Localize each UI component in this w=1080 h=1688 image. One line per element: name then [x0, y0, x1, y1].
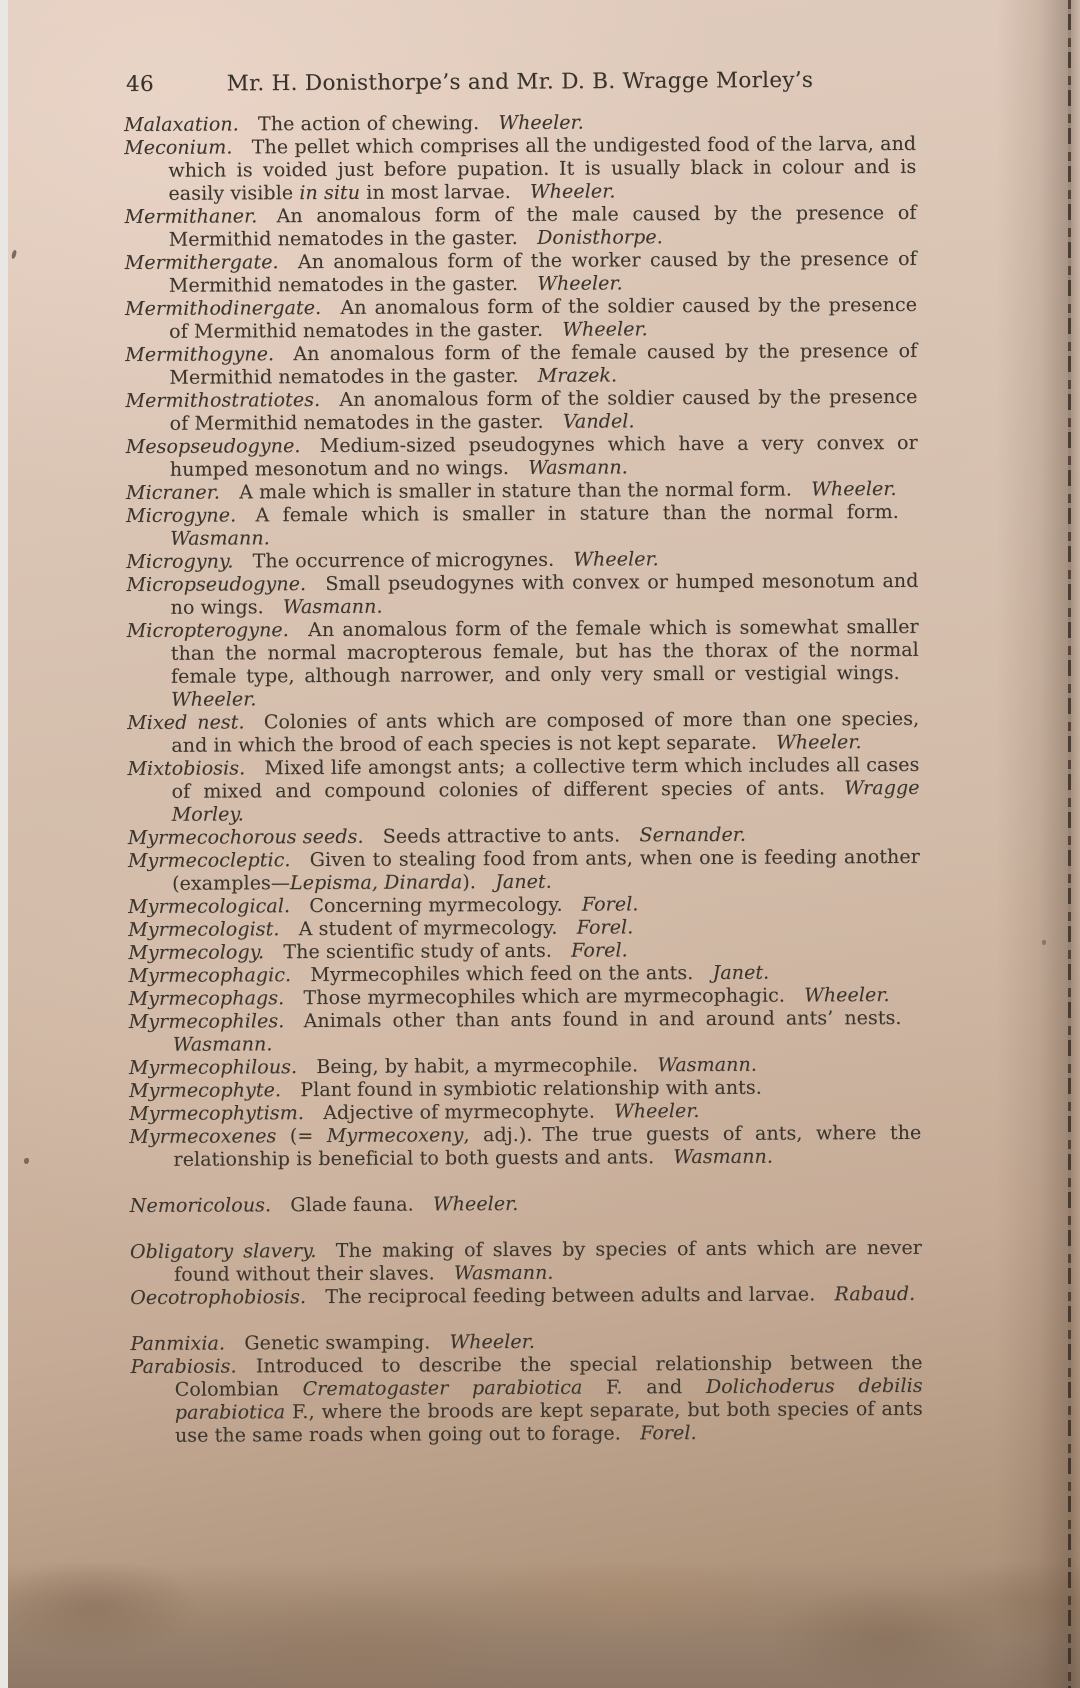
entry-body-text: Colonies of ants which are composed of more than one species, and in which the brood of each species is not kept separate.: [171, 707, 920, 757]
glossary-entry: [126, 432, 918, 482]
entry-citation: Wasmann.: [172, 1033, 273, 1056]
entry-body-text: Mixed life amongst ants; a collective term which includes all cases of mixed and compound colonies of different species of ants.: [171, 753, 920, 803]
entry-term: Malaxation.: [124, 113, 239, 136]
glossary-entry: [131, 1352, 923, 1448]
entry-term: Panmixia.: [130, 1332, 226, 1355]
entry-citation: Janet.: [495, 870, 552, 894]
entry-citation: Janet.: [712, 961, 770, 984]
entry-citation: Wasmann.: [673, 1145, 774, 1169]
entry-citation: Rabaud.: [834, 1282, 916, 1306]
glossary-group-o: [130, 1237, 922, 1310]
entry-term: Nemoricolous.: [129, 1194, 272, 1217]
glossary-entry: [130, 1283, 922, 1310]
entry-body-text: Introduced to describe the special relationship between the Colombian: [174, 1351, 923, 1401]
entry-body-italic: Dolichoderus debilis parabiotica: [174, 1374, 923, 1424]
glossary-entry: [125, 386, 917, 436]
glossary-text: [124, 110, 923, 1448]
entry-citation: Forel.: [576, 916, 634, 939]
entry-term: Mermithaner.: [124, 205, 258, 228]
entry-citation: Forel.: [571, 939, 628, 962]
entry-term: Obligatory slavery.: [129, 1240, 317, 1263]
glossary-entry: [126, 501, 918, 551]
entry-citation: Wasmann.: [453, 1261, 554, 1285]
entry-body-italic: Crematogaster parabiotica: [302, 1376, 583, 1401]
entry-body-text: The making of slaves by species of ants which are never found without their slaves.: [174, 1236, 923, 1286]
glossary-entry: [125, 248, 917, 298]
entry-body-text: An anomalous form of the female caused by the presence of Mermithid nematodes in the gaster.: [169, 339, 918, 389]
entry-body-text: An anomalous form of the female which is somewhat smaller than the normal macropterous female, but has the thorax of the normal female type, although narrower, and only very small or vestigial wings.: [170, 615, 919, 688]
entry-citation: Wheeler.: [537, 272, 623, 295]
entry-term: Microgyne.: [126, 504, 237, 527]
entry-citation: Wheeler.: [804, 984, 890, 1007]
entry-citation: Wheeler.: [614, 1100, 700, 1123]
entry-term: Myrmecophyte.: [129, 1079, 282, 1102]
book-gutter-edge: [1068, 0, 1071, 1688]
entry-citation: Wheeler.: [171, 688, 257, 711]
entry-term: Meconium.: [124, 136, 233, 159]
page-header: [124, 67, 916, 97]
glossary-group-m: [124, 110, 922, 1172]
entry-citation: Wasmann.: [282, 595, 383, 619]
entry-citation: Wheeler.: [432, 1192, 519, 1216]
entry-term: Myrmecocleptic.: [127, 849, 291, 872]
entry-body-text: An anomalous form of the worker caused by the presence of Mermithid nematodes in the gaster.: [168, 247, 917, 297]
entry-term: Mixtobiosis.: [127, 757, 246, 780]
entry-term: Myrmecophytism.: [129, 1102, 305, 1125]
entry-citation: Donisthorpe.: [536, 226, 663, 249]
entry-citation: Wheeler.: [449, 1330, 536, 1354]
entry-body-text: Given to stealing food from ants, when one is feeding another (examples—: [171, 845, 920, 895]
glossary-group-p: [130, 1329, 923, 1448]
glossary-entry: [130, 1237, 922, 1287]
page-bottom-edge: [8, 1563, 1080, 1688]
entry-body-text: Concerning myrmecology.: [309, 893, 563, 918]
entry-body-text: A male which is smaller in stature than the normal form.: [239, 478, 793, 504]
entry-term: Myrmecology.: [128, 941, 265, 964]
entry-body-text: An anomalous form of the male caused by the presence of Mermithid nematodes in the gaster.: [168, 201, 917, 251]
running-header: Mr. H. Donisthorpe’s and Mr. D. B. Wragge Morley’s: [226, 67, 814, 97]
entry-term: Parabiosis.: [130, 1355, 237, 1378]
book-page: [8, 0, 1080, 1688]
entry-term: Mermithergate.: [124, 251, 279, 274]
entry-term: Myrmecophilous.: [128, 1056, 298, 1079]
entry-body-text: Seeds attractive to ants.: [382, 824, 621, 848]
entry-body-text: , adj.). The true guests of ants, where the relationship is beneficial to both guests and ants.: [173, 1121, 922, 1171]
entry-body-italic: in situ: [299, 181, 361, 205]
entry-citation: Wasmann.: [657, 1053, 758, 1077]
entry-term: Myrmecoxenes: [129, 1125, 277, 1148]
entry-body-text: Being, by habit, a myrmecophile.: [316, 1054, 639, 1079]
entry-citation: Wheeler.: [573, 548, 659, 571]
entry-term: Mixed nest.: [127, 711, 245, 734]
entry-body-text: The scientific study of ants.: [283, 939, 553, 964]
entry-citation: Wragge Morley.: [171, 776, 920, 826]
entry-citation: Wheeler.: [776, 731, 862, 754]
page-number: 46: [125, 71, 155, 97]
entry-term: Mermithodinergate.: [124, 296, 322, 320]
entry-body-text: An anomalous form of the soldier caused by the presence of Mermithid nematodes in the gaster.: [169, 385, 918, 435]
entry-body-text: An anomalous form of the soldier caused by the presence of Mermithid nematodes in the gaster.: [169, 293, 918, 343]
entry-citation: Wheeler.: [811, 477, 897, 501]
glossary-entry: [129, 1007, 921, 1057]
glossary-entry: [124, 202, 916, 252]
glossary-entry: [126, 570, 918, 620]
entry-body-text: in most larvae.: [360, 180, 511, 204]
entry-body-text: F. and: [582, 1375, 706, 1399]
entry-body-text: Myrmecophiles which feed on the ants.: [310, 962, 694, 987]
entry-body-text: Small pseudogynes with convex or humped mesonotum and no wings.: [170, 569, 919, 619]
entry-body-text: The action of chewing.: [257, 112, 480, 136]
entry-citation: Vandel.: [562, 410, 635, 433]
entry-citation: Wheeler.: [529, 180, 616, 203]
entry-body-text: Animals other than ants found in and around ants’ nests.: [303, 1006, 902, 1033]
entry-body-text: A female which is smaller in stature than the normal form.: [255, 500, 899, 527]
glossary-entry: [124, 133, 916, 206]
entry-body-text: The reciprocal feeding between adults and larvae.: [325, 1283, 816, 1308]
entry-term: Mermithogyne.: [125, 343, 275, 366]
glossary-entry: [125, 294, 917, 344]
entry-term: Microgyny.: [126, 550, 234, 573]
entry-term: Mermithostratiotes.: [125, 388, 321, 412]
entry-term: Myrmecologist.: [128, 918, 280, 941]
entry-body-text: ).: [462, 871, 477, 894]
glossary-entry: [125, 340, 917, 390]
entry-body-text: The pellet which comprises all the undigested food of the larva, and which is voided just before pupation. It is usually black in colour and is easily visible: [168, 132, 917, 205]
glossary-entry: [127, 708, 919, 758]
ink-speck: [24, 1158, 29, 1164]
glossary-entry: [129, 1122, 921, 1172]
entry-body-text: A student of myrmecology.: [298, 916, 558, 941]
entry-body-italic: Lepisma, Dinarda: [289, 871, 463, 895]
entry-citation: Wheeler.: [562, 318, 648, 341]
entry-term: Micropseudogyne.: [126, 573, 307, 596]
entry-citation: Forel.: [639, 1422, 697, 1445]
entry-body-text: Medium-sized pseudogynes which have a very convex or humped mesonotum and no wings.: [169, 431, 918, 481]
entry-body-text: Those myrmecophiles which are myrmecophagic.: [303, 984, 786, 1010]
entry-body-text: The occurrence of microgynes.: [252, 548, 555, 573]
entry-body-text: Adjective of myrmecophyte.: [323, 1100, 595, 1124]
glossary-entry: [127, 754, 919, 827]
entry-term: Myrmecophiles.: [128, 1010, 285, 1033]
entry-body-text: Glade fauna.: [290, 1193, 414, 1217]
entry-citation: Wasmann.: [170, 527, 270, 550]
entry-citation: Sernander.: [639, 823, 747, 847]
entry-citation: Mrazek.: [537, 364, 618, 387]
entry-term: Myrmecophagic.: [128, 964, 292, 987]
glossary-entry: [127, 616, 919, 712]
glossary-group-n: [130, 1191, 922, 1218]
entry-body-text: Genetic swamping.: [244, 1331, 431, 1355]
ink-speck: [11, 250, 17, 260]
entry-body-text: F., where the broods are kept separate, but both species of ants use the same roads when going out to forage.: [174, 1397, 923, 1447]
entry-term: Oecotrophobiosis.: [130, 1286, 307, 1309]
entry-citation: Forel.: [581, 893, 639, 916]
entry-body-text: (=: [289, 1124, 327, 1148]
entry-body-italic: Myrmecoxeny: [326, 1124, 464, 1147]
entry-body-text: Plant found in symbiotic relationship with ants.: [300, 1076, 762, 1102]
entry-citation: Wheeler.: [498, 111, 584, 135]
entry-term: Micropterogyne.: [126, 619, 289, 642]
entry-term: Mesopseudogyne.: [125, 435, 301, 458]
entry-citation: Wasmann.: [528, 456, 628, 479]
entry-term: Myrmecological.: [128, 895, 291, 918]
entry-term: Myrmecophags.: [128, 987, 285, 1010]
glossary-entry: [130, 1191, 922, 1218]
glossary-entry: [128, 846, 920, 896]
entry-term: Myrmecochorous seeds.: [127, 825, 364, 849]
entry-term: Micraner.: [125, 481, 221, 504]
